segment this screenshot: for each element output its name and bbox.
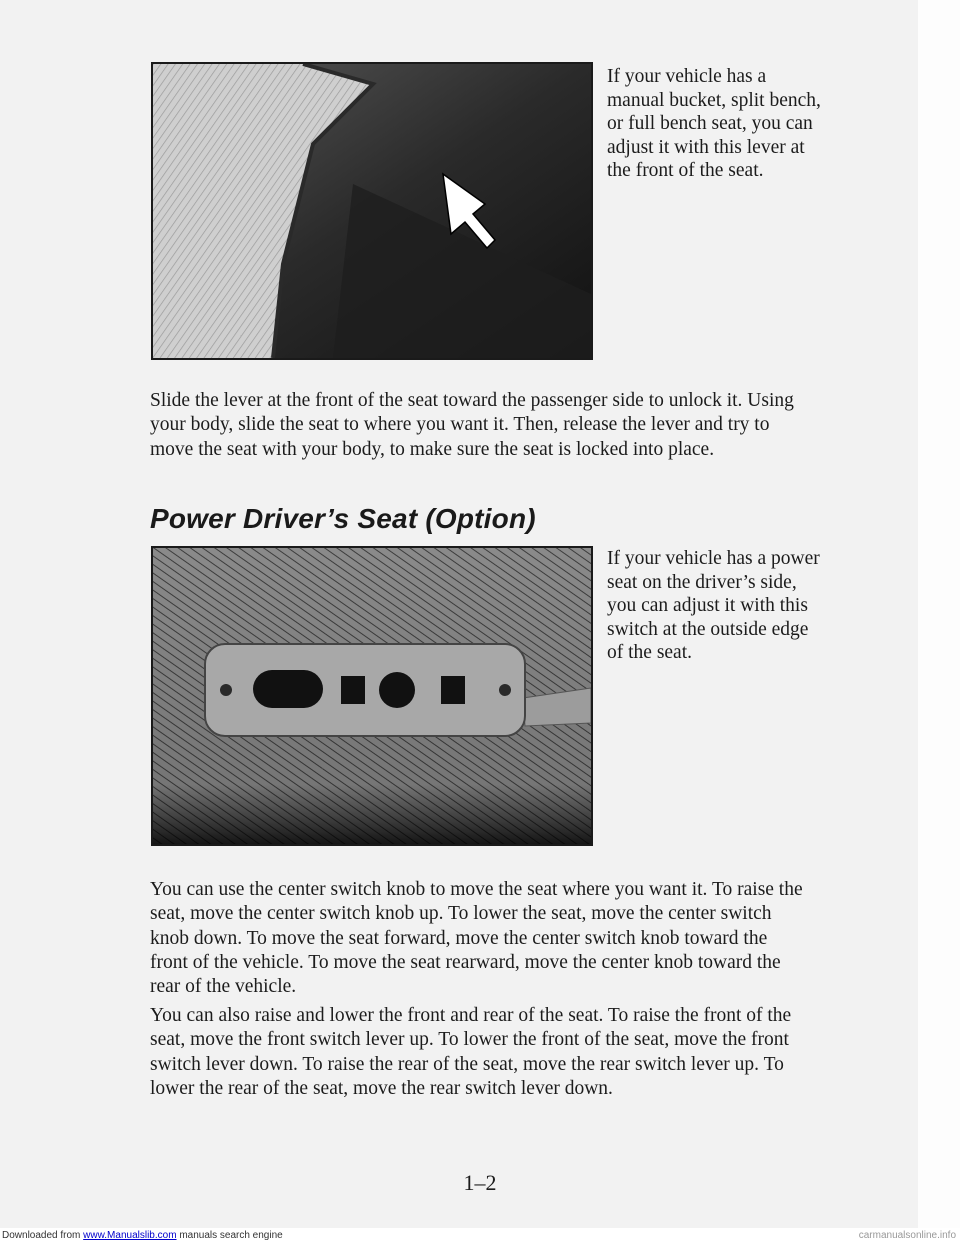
front-rear-instructions: You can also raise and lower the front and rear of the seat. To raise the front of the seat, move the front switch lever up. To lower the front of the seat, move the front switch lever down. To raise the rear of the seat, move the rear switch lever up. To lower the rear of the seat, move the rear switch lever down. [150, 1005, 792, 1099]
screw-icon [499, 684, 511, 696]
screw-icon [220, 684, 232, 696]
manual-seat-lever-photo [151, 62, 593, 360]
center-switch-knob [379, 672, 415, 708]
download-footer [0, 1229, 960, 1242]
page-number: 1–2 [463, 1170, 497, 1195]
power-seat-caption: If your vehicle has a power seat on the driver’s side, you can adjust it with this switch at the outside edge of the seat. [607, 548, 820, 664]
seat-lever-illustration [153, 64, 591, 358]
manualslib-link[interactable]: www.Manualslib.com [83, 1230, 177, 1241]
power-seat-switch-photo [151, 546, 593, 846]
footer-prefix: Downloaded from [2, 1230, 81, 1241]
page-margin [918, 0, 960, 1228]
recliner-switch [441, 676, 465, 704]
section-heading: Power Driver’s Seat (Option) [150, 503, 536, 534]
power-seat-switch-illustration [153, 548, 591, 844]
watermark: carmanualsonline.info [858, 1230, 956, 1241]
front-switch-lever [341, 676, 365, 704]
center-knob-instructions: You can use the center switch knob to move the seat where you want it. To raise the seat, move the center switch knob up. To lower the seat, move the center switch knob down. To move the seat forward, move the center switch knob toward the front of the vehicle. To move the seat rearward, move the center knob toward the rear of the vehicle. [150, 879, 803, 998]
rear-switch-lever [253, 670, 323, 708]
footer-suffix: manuals search engine [179, 1230, 283, 1241]
manual-seat-instructions: Slide the lever at the front of the seat toward the passenger side to unlock it. Using your body, slide the seat to where you want it. Then, release the lever and try to move the seat with your body, to make sure the seat is locked into place. [150, 390, 794, 460]
manual-seat-caption: If your vehicle has a manual bucket, split bench, or full bench seat, you can adjust it with this lever at the front of the seat. [607, 66, 821, 182]
footer-text [2, 1229, 283, 1242]
